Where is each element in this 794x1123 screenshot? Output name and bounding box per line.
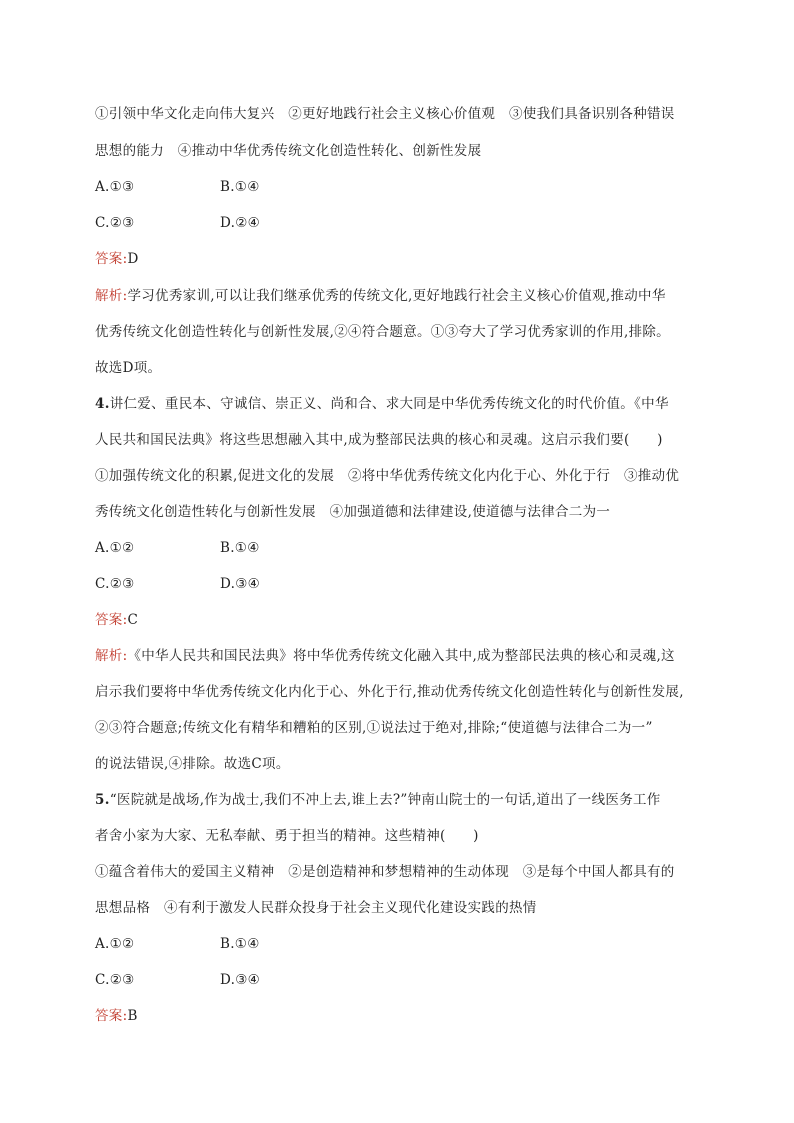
q4-options-row-2	[95, 574, 261, 594]
q4-stem-line-1	[95, 394, 669, 414]
q4-analysis-line-3: ②③符合题意;传统文化有精华和糟粕的区别,①说法过于绝对,排除;“使道德与法律合二为一”	[95, 720, 653, 736]
q4-analysis-label: 解析:	[95, 648, 128, 664]
q5-option-a: A.①②	[95, 936, 135, 952]
q4-statements-line-2: 秀传统文化创造性转化与创新性发展 ④加强道德和法律建设,使道德与法律合二为一	[95, 504, 611, 520]
q5-options-row-1	[95, 934, 260, 954]
q3-answer-value: D	[127, 251, 139, 267]
q3-statements-line-1: ①引领中华文化走向伟大复兴 ②更好地践行社会主义核心价值观 ③使我们具备识别各种错误	[95, 106, 675, 122]
q4-option-b: B.①④	[220, 540, 260, 556]
q3-answer	[95, 249, 139, 269]
q5-answer-label: 答案:	[95, 1008, 128, 1024]
q4-option-d: D.③④	[220, 576, 261, 592]
q4-options-row-1	[95, 538, 260, 558]
q5-stem-line-2: 者舍小家为大家、无私奉献、勇于担当的精神。这些精神( )	[95, 828, 479, 844]
q5-answer-value: B	[127, 1008, 138, 1024]
q4-statements-line-1: ①加强传统文化的积累,促进文化的发展 ②将中华优秀传统文化内化于心、外化于行 ③推动优	[95, 468, 680, 484]
q3-options-row-2	[95, 213, 261, 233]
q3-statements-line-2: 思想的能力 ④推动中华优秀传统文化创造性转化、创新性发展	[95, 143, 482, 159]
q5-option-d: D.③④	[220, 972, 261, 988]
q3-analysis-line-1	[95, 286, 666, 306]
q4-analysis-line-2: 启示我们要将中华优秀传统文化内化于心、外化于行,推动优秀传统文化创造性转化与创新性发展,	[95, 684, 684, 700]
q4-stem-text-1: 讲仁爱、重民本、守诚信、崇正义、尚和合、求大同是中华优秀传统文化的时代价值。《中华	[109, 396, 669, 412]
q4-analysis-text-1: 《中华人民共和国民法典》将中华优秀传统文化融入其中,成为整部民法典的核心和灵魂,这	[127, 648, 675, 664]
q4-number: 4.	[95, 396, 110, 412]
q4-analysis-line-4: 的说法错误,④排除。故选C项。	[95, 756, 290, 772]
q4-option-c: C.②③	[95, 576, 135, 592]
q4-answer-label: 答案:	[95, 612, 128, 628]
q4-answer	[95, 610, 138, 630]
q5-answer	[95, 1006, 138, 1026]
q3-analysis-line-3: 故选D项。	[95, 360, 162, 376]
q3-options-row-1	[95, 177, 260, 197]
q5-statements-line-1: ①蕴含着伟大的爱国主义精神 ②是创造精神和梦想精神的生动体现 ③是每个中国人都具有的	[95, 864, 675, 880]
q3-analysis-label: 解析:	[95, 288, 128, 304]
q3-option-c: C.②③	[95, 215, 135, 231]
q3-option-b: B.①④	[220, 179, 260, 195]
q3-answer-label: 答案:	[95, 251, 128, 267]
q5-statements-line-2: 思想品格 ④有利于激发人民群众投身于社会主义现代化建设实践的热情	[95, 900, 537, 916]
q5-option-c: C.②③	[95, 972, 135, 988]
q3-analysis-text-1: 学习优秀家训,可以让我们继承优秀的传统文化,更好地践行社会主义核心价值观,推动中华	[127, 288, 666, 304]
q4-option-a: A.①②	[95, 540, 135, 556]
q5-option-b: B.①④	[220, 936, 260, 952]
q5-stem-text-1: “医院就是战场,作为战士,我们不冲上去,谁上去?”钟南山院士的一句话,道出了一线医务工作	[109, 792, 661, 808]
q3-option-d: D.②④	[220, 215, 261, 231]
q4-answer-value: C	[127, 612, 139, 628]
q3-analysis-line-2: 优秀传统文化创造性转化与创新性发展,②④符合题意。①③夸大了学习优秀家训的作用,排除。	[95, 324, 670, 340]
q4-analysis-line-1	[95, 646, 675, 666]
q5-options-row-2	[95, 970, 261, 990]
q5-stem-line-1	[95, 790, 661, 810]
q3-option-a: A.①③	[95, 179, 135, 195]
q5-number: 5.	[95, 792, 110, 808]
q4-stem-line-2: 人民共和国民法典》将这些思想融入其中,成为整部民法典的核心和灵魂。这启示我们要( )	[95, 432, 663, 448]
